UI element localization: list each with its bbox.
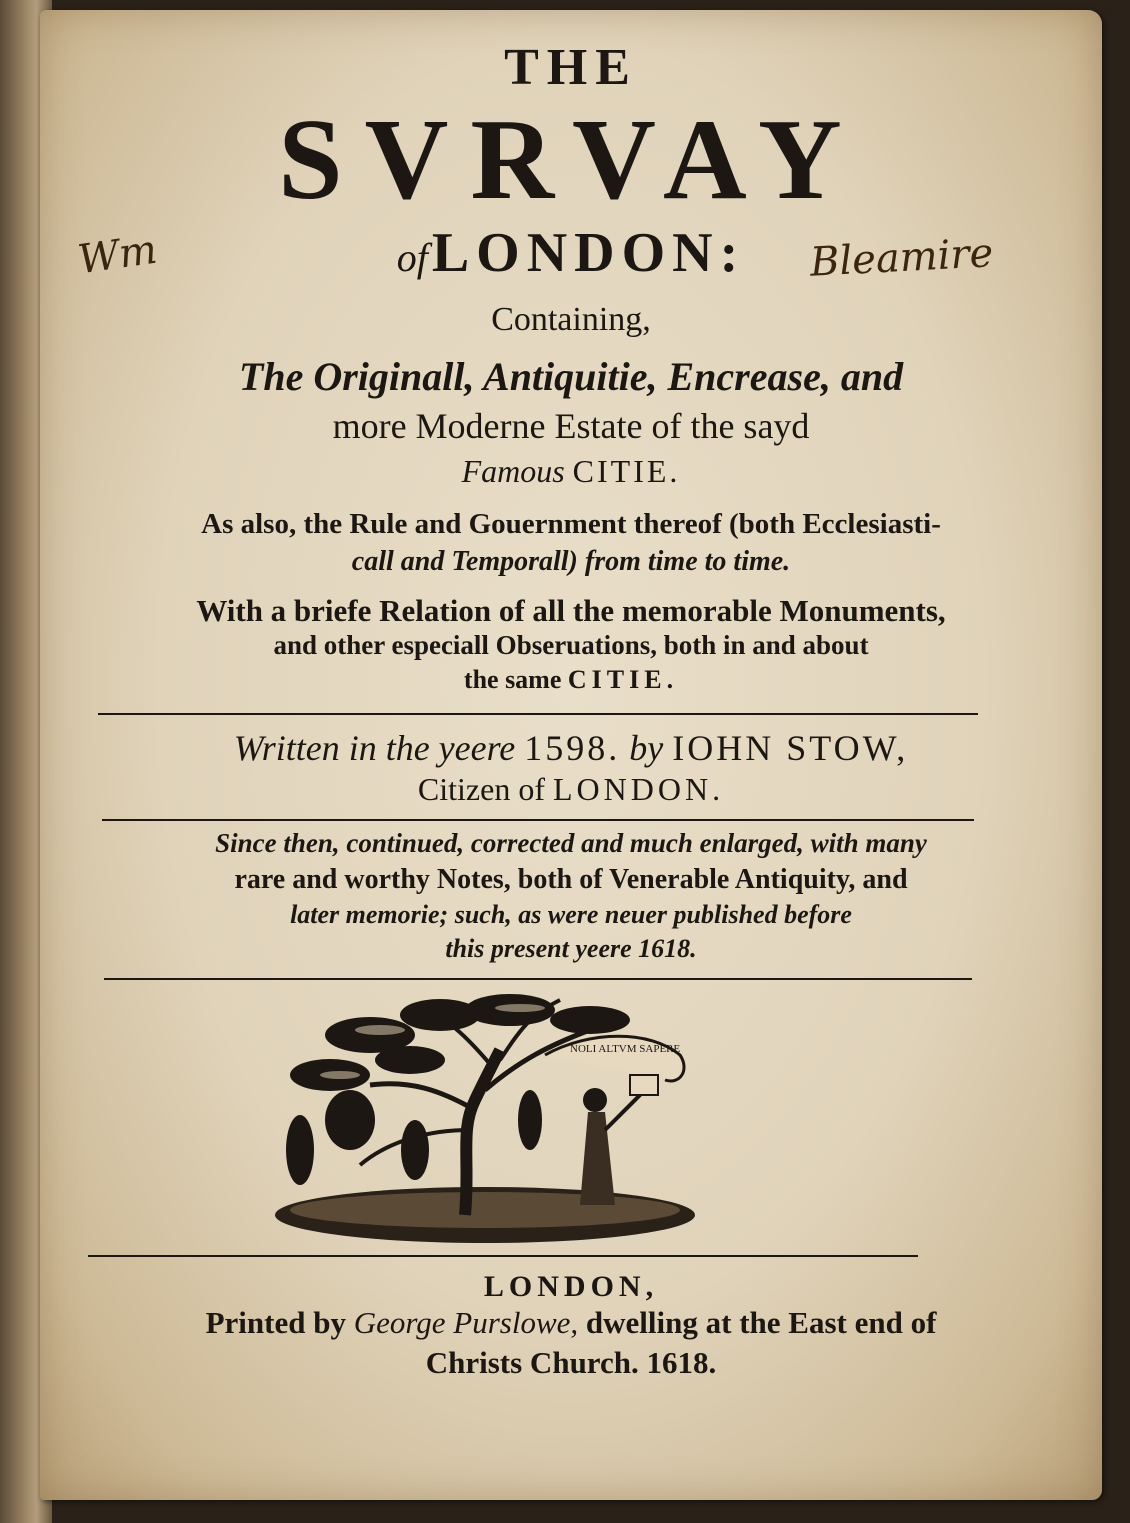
printer-name: George Purslowe, [353, 1305, 579, 1340]
containing-line: Containing, [491, 301, 651, 338]
title-the: THE [504, 39, 638, 96]
imprint-printer-line [40, 1307, 1102, 1338]
title-page [40, 10, 1102, 1500]
moderne-line: more Moderne Estate of the sayd [332, 406, 810, 446]
relation-line: With a briefe Relation of all the memorable Monuments, [196, 593, 946, 628]
asalso-line: As also, the Rule and Gouernment thereof (both Ecclesiasti- [201, 508, 941, 540]
citizen-words: Citizen of [417, 771, 545, 807]
handwritten-signature-initial: Wm [75, 226, 160, 284]
author-name: IOHN STOW, [672, 728, 909, 768]
title-of: of [396, 235, 428, 280]
same-words: the same [463, 665, 562, 694]
woodcut-motto: NOLI ALTVM SAPERE [570, 1043, 681, 1055]
woodcut-tree-scholar-illustration [270, 990, 730, 1245]
citizen-london: LONDON. [552, 771, 725, 807]
present-yeere-line: this present yeere 1618. [445, 934, 697, 963]
imprint-london: LONDON, [483, 1270, 659, 1303]
originall-line: The Originall, Antiquitie, Encrease, and [238, 354, 904, 399]
imprint-christs-church: Christs Church. 1618. [425, 1345, 717, 1380]
handwritten-signature-surname: Bleamire [808, 230, 995, 286]
citie-word: CITIE. [572, 453, 681, 489]
written-words: Written in the yeere [233, 728, 516, 768]
rule-divider [104, 978, 972, 980]
rule-divider [102, 819, 974, 821]
famous-citie-line [40, 455, 1102, 487]
title-survay: SVRVAY [278, 96, 864, 224]
citie-word-2: CITIE. [567, 665, 679, 694]
by-word: by [629, 728, 664, 768]
citizen-line [40, 773, 1102, 805]
famous-word: Famous [461, 453, 565, 489]
title-london: LONDON: [431, 222, 746, 284]
same-citie-line [40, 667, 1102, 693]
since-line: Since then, continued, corrected and much enlarged, with many [215, 828, 927, 858]
rare-notes-line: rare and worthy Notes, both of Venerable Antiquity, and [234, 864, 908, 895]
rule-divider [98, 713, 978, 715]
written-line [40, 730, 1102, 766]
printed-by: Printed by [205, 1305, 346, 1340]
temporall-line: call and Temporall) from time to time. [351, 546, 791, 577]
later-memorie-line: later memorie; such, as were neuer published before [290, 900, 852, 929]
written-year: 1598. [524, 728, 621, 768]
obseruations-line: and other especiall Obseruations, both in and about [273, 630, 869, 660]
dwelling: dwelling at the East end of [585, 1305, 937, 1340]
rule-divider [88, 1255, 918, 1257]
